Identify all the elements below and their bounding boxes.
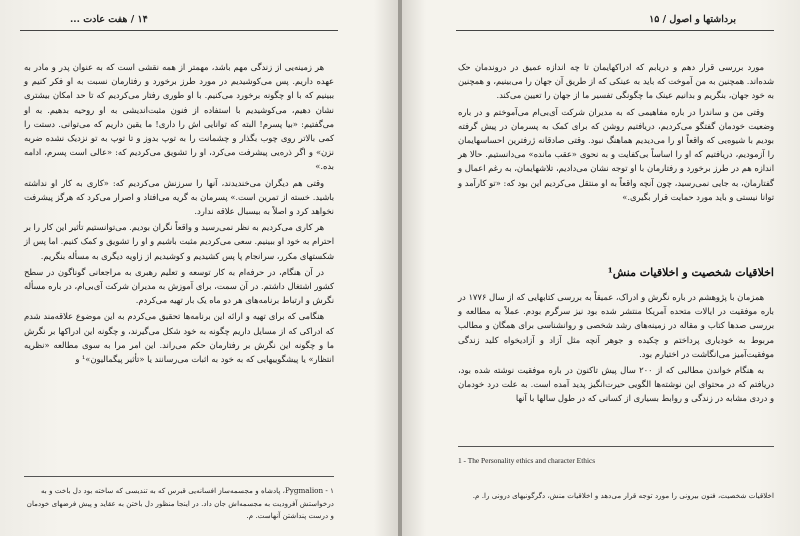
section-body-text bbox=[458, 290, 774, 408]
left-body-text bbox=[24, 60, 334, 368]
right-running-head: برداشتها و اصول / ۱۵ bbox=[649, 14, 736, 25]
section-paragraph-2: به هنگام خواندن مطالبی که از ۲۰۰ سال پیش تاکنون در باره موفقیت نوشته شده بود، دریافتم که در محتوای این نوشته‌ها الگویی حیرت‌انگیز پدید آمده است. به علت درد خودمان و دردی مشابه در زندگی و روابط بسیاری از کسانی که در طول سالها با آنها bbox=[458, 365, 774, 404]
right-paragraph-1: مورد بررسی قرار دهم و دریابم که ادراکهایمان تا چه اندازه عمیق در دروندمان حک شده‌اند. همچنین به من آموخت که باید به عینکی که از طریق آن جهان را می‌بینیم، و همچنین به خود جهان، بنگریم و بدانیم عینک ما چگونگی تفسیر ما از جهان را تعیین می‌کند. bbox=[458, 62, 774, 101]
left-paragraph-1: هر زمینه‌یی از زندگی مهم باشد، مهمتر از همه نقشی است که به عنوان پدر و مادر به عهده داریم. پس می‌کوشیدیم در مورد طرز برخورد و رفتارمان نسبت به او فکر کنیم و ببینیم که با او چگونه برخورد می‌کنیم. با او طوری رفتار می‌کردیم که تا حد امکان بیشتری نشان دهیم، می‌کوشیدیم با استفاده از فنون مثبت‌اندیشی به او روحیه بدهیم. به او می‌گفتیم: «بیا پسرم! البته که توانایی اش را داری! ما یقین داریم که می‌توانی. دستت را کمی بالاتر روی چوب بگذار و چشمانت را به توپ بدوز و تا توپ به تو نزدیک نشده ضربه نزن» و اگر ذره‌یی پیشرفت می‌کرد، او را تشویق می‌کردیم که: «عالی است پسرم، ادامه بده.» bbox=[24, 62, 334, 172]
left-paragraph-3: هر کاری می‌کردیم به نظر نمی‌رسید و واقعاً نگران بودیم. می‌توانستیم تأثیر این کار را بر احترام به خود او ببینیم. سعی می‌کردیم مثبت باشیم و او را تشویق و کمک کنیم. اما پس از شکستهای مکرر، سرانجام پا پس کشیدیم و کوشیدیم از زاویه دیگری به مسأله بنگریم. bbox=[24, 222, 334, 261]
left-paragraph-2: وقتی هم دیگران می‌خندیدند، آنها را سرزنش می‌کردیم که: «کاری به کار او نداشته باشید. خسته از تمرین است.» پسرمان به گریه می‌افتاد و اصرار می‌کرد که هرگز پیشرفت نخواهد کرد و اصلاً به بیسبال علاقه ندارد. bbox=[24, 177, 334, 217]
section-title: اخلاقیات شخصیت و اخلاقیات منش¹ bbox=[607, 266, 774, 279]
right-body-text bbox=[458, 60, 774, 206]
left-footnote-rule bbox=[24, 476, 334, 477]
left-paragraph-5: هنگامی که برای تهیه و ارائه این برنامه‌ها تحقیق می‌کردم به این موضوع علاقه‌مند شدم که ادراکی که از مسایل داریم چگونه به خود شکل می‌گیرند، و چگونه این ادراکها بر نگرش ما و چگونه این نگرش بر رفتارمان حکم می‌راند. این امر مرا به سوی مطالعه «نظریه انتظار» یا پیشگوییهایی که به خود به اثبات می‌رسانند یا «تأثیر پیگمالیون»¹ و bbox=[24, 311, 334, 365]
right-header-rule bbox=[456, 30, 774, 31]
right-footnote: اخلاقیات شخصیت، فنون بیرونی را مورد توجه قرار می‌دهد و اخلاقیات منش، دگرگونیهای درونی را. م. bbox=[472, 491, 774, 500]
left-paragraph-4: در آن هنگام، در حرفه‌ام به کار توسعه و تعلیم رهبری به مراجعانی گوناگون در سطح کشور اشتغال داشتم. در آن سمت، برای آموزش به مدیران شرکت آی‌بی‌ام، در باره مسأله نگرش و ارتباط برنامه‌های هر دو ماه یک بار تهیه می‌کردم. bbox=[24, 266, 334, 306]
left-running-head: ۱۴ / هفت عادت ... bbox=[70, 14, 148, 25]
left-page bbox=[0, 0, 398, 536]
right-paragraph-2: وقتی من و ساندرا در باره مفاهیمی که به مدیران شرکت آی‌بی‌ام می‌آموختم و در باره وضعیت خودمان گفتگو می‌کردیم، دریافتیم روشن که برای کمک به پسرمان در پیش گرفته بودیم با شیوه‌یی که واقعاً او را می‌دیدیم هماهنگ نبود. وقتی صادقانه ژرفترین احساسهایمان را آزمودیم، دریافتیم که او را اساساً بی‌کفایت و به نحوی «عقب مانده» می‌دانستیم. حالا هر اندازه هم در طرز برخورد و رفتارمان با او توجه نشان می‌دادیم، تلاشهایمان، به رغم اعمال و گفتارمان، به جایی نمی‌رسید، چون آنچه واقعاً به او منتقل می‌کردیم این بود که: «تو کارآمد و توانا نیستی و باید مورد حمایت قرار بگیری.» bbox=[458, 106, 774, 202]
left-header-rule bbox=[20, 30, 338, 31]
left-footnote: ۱ - Pygmalion، پادشاه و مجسمه‌ساز افسانه‌یی قبرس که به تندیسی که ساخته بود دل باخت و به درخواستش آفرودیت به مجسمه‌اش جان داد. در اینجا منظور دل باختن به عقاید و پیش فرضهای خودمان و درست پنداشتن آنهاست. م. bbox=[26, 486, 334, 520]
section-paragraph-1: همزمان با پژوهشم در باره نگرش و ادراک، عمیقاً به بررسی کتابهایی که از سال ۱۷۷۶ در باره موفقیت در ایالات متحده آمریکا منتشر شده بود نیز سرگرم بودم. عملاً به مطالعه و بررسی صدها کتاب و مقاله در زمینه‌های رشد شخصی و روانشناسی برای همگان و مطالب مربوط به خودیاری پرداختم و چکیده و جوهر آنچه مثل آزاد و آزادیخواه کلید زندگی موفقیت‌آمیز می‌انگاشت در اختیارم بود. bbox=[458, 292, 774, 359]
right-footnote-rule bbox=[458, 446, 774, 447]
right-footnote-latin: 1 - The Personality ethics and character Ethics bbox=[458, 456, 596, 465]
right-page bbox=[402, 0, 800, 536]
